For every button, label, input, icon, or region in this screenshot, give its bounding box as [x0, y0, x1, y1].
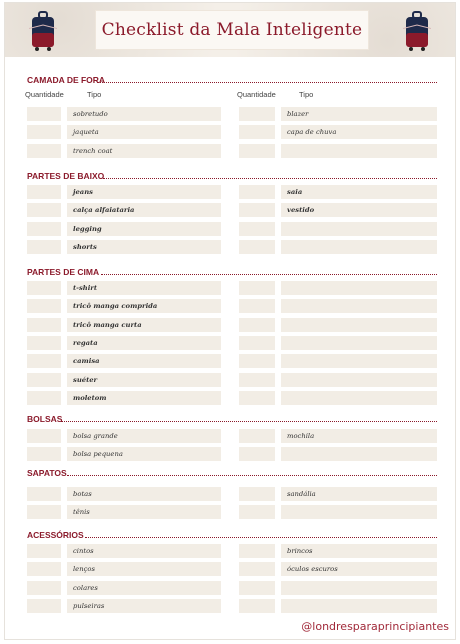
section-divider	[85, 537, 437, 538]
type-field[interactable]	[281, 281, 437, 295]
list-item: capa de chuva	[287, 128, 337, 137]
section-divider	[61, 421, 437, 422]
quantity-field[interactable]	[239, 203, 275, 217]
section-title: ACESSÓRIOS	[27, 530, 84, 540]
list-item: saia	[287, 188, 303, 196]
list-item: sobretudo	[73, 110, 108, 118]
quantity-field[interactable]	[27, 336, 61, 350]
list-item	[285, 299, 287, 313]
title-box	[95, 10, 369, 50]
list-item: brincos	[287, 547, 313, 555]
list-item: vestido	[287, 206, 315, 215]
column-label-type: Tipo	[87, 90, 102, 99]
list-item	[285, 354, 287, 368]
list-item: tricô manga curta	[73, 320, 142, 329]
section-title: SAPATOS	[27, 468, 67, 478]
list-item: t-shirt	[73, 284, 98, 292]
section-divider	[97, 82, 437, 83]
suitcase-icon	[403, 11, 431, 51]
quantity-field[interactable]	[239, 299, 275, 313]
list-item	[285, 581, 287, 595]
list-item: botas	[73, 490, 92, 498]
quantity-field[interactable]	[239, 222, 275, 236]
section-title: CAMADA DE FORA	[27, 75, 106, 85]
list-item: regata	[73, 338, 98, 347]
checklist-page	[4, 2, 456, 640]
list-item	[285, 447, 287, 461]
type-field[interactable]	[281, 299, 437, 313]
quantity-field[interactable]	[27, 203, 61, 217]
type-field[interactable]	[67, 505, 221, 519]
quantity-field[interactable]	[27, 354, 61, 368]
type-field[interactable]	[281, 318, 437, 332]
quantity-field[interactable]	[27, 562, 61, 576]
quantity-field[interactable]	[27, 240, 61, 254]
list-item: calça alfaiataria	[73, 206, 135, 215]
suitcase-icon	[29, 11, 57, 51]
list-item	[285, 240, 287, 254]
quantity-field[interactable]	[27, 429, 61, 443]
list-item: tricô manga comprida	[73, 302, 158, 311]
quantity-field[interactable]	[27, 144, 61, 158]
type-field[interactable]	[281, 373, 437, 387]
list-item: blazer	[287, 110, 309, 118]
list-item: mochila	[287, 432, 315, 440]
quantity-field[interactable]	[239, 487, 275, 501]
quantity-field[interactable]	[239, 354, 275, 368]
type-field[interactable]	[281, 222, 437, 236]
list-item	[285, 222, 287, 236]
list-item: jeans	[73, 188, 93, 196]
quantity-field[interactable]	[239, 429, 275, 443]
type-field[interactable]	[281, 336, 437, 350]
quantity-field[interactable]	[239, 373, 275, 387]
quantity-field[interactable]	[27, 505, 61, 519]
list-item: colares	[73, 583, 98, 592]
quantity-field[interactable]	[239, 544, 275, 558]
quantity-field[interactable]	[27, 107, 61, 121]
quantity-field[interactable]	[239, 581, 275, 595]
quantity-field[interactable]	[27, 299, 61, 313]
quantity-field[interactable]	[239, 125, 275, 139]
type-field[interactable]	[281, 240, 437, 254]
quantity-field[interactable]	[239, 107, 275, 121]
quantity-field[interactable]	[27, 581, 61, 595]
list-item	[285, 599, 287, 613]
column-label-quantity: Quantidade	[25, 90, 64, 99]
section-title: PARTES DE CIMA	[27, 267, 100, 277]
list-item: bolsa grande	[73, 432, 118, 440]
list-item: sandália	[287, 490, 316, 498]
list-item	[285, 391, 287, 405]
quantity-field[interactable]	[239, 281, 275, 295]
column-label-type: Tipo	[299, 90, 314, 99]
list-item: lenços	[73, 565, 95, 574]
list-item: óculos escuros	[287, 565, 338, 574]
quantity-field[interactable]	[27, 373, 61, 387]
list-item: bolsa pequena	[73, 450, 123, 459]
list-item	[285, 144, 287, 158]
quantity-field[interactable]	[27, 487, 61, 501]
section-title: PARTES DE BAIXO	[27, 171, 105, 181]
quantity-field[interactable]	[239, 505, 275, 519]
type-field[interactable]	[281, 505, 437, 519]
section-title: BOLSAS	[27, 414, 63, 424]
list-item: trench coat	[73, 146, 113, 155]
type-field[interactable]	[281, 447, 437, 461]
quantity-field[interactable]	[27, 185, 61, 199]
list-item	[285, 505, 287, 519]
quantity-field[interactable]	[27, 599, 61, 613]
list-item: moletom	[73, 393, 107, 402]
column-label-quantity: Quantidade	[237, 90, 276, 99]
quantity-field[interactable]	[239, 185, 275, 199]
type-field[interactable]	[281, 185, 437, 199]
type-field[interactable]	[281, 581, 437, 595]
section-divider	[103, 178, 437, 179]
quantity-field[interactable]	[27, 281, 61, 295]
list-item: cintos	[73, 547, 94, 555]
list-item: suéter	[73, 375, 98, 384]
quantity-field[interactable]	[239, 447, 275, 461]
quantity-field[interactable]	[27, 391, 61, 405]
section-divider	[67, 475, 437, 476]
list-item	[285, 336, 287, 350]
list-item: shorts	[73, 242, 97, 251]
type-field[interactable]	[281, 354, 437, 368]
section-divider	[101, 274, 437, 275]
quantity-field[interactable]	[27, 318, 61, 332]
quantity-field[interactable]	[27, 222, 61, 236]
list-item: legging	[73, 224, 102, 233]
quantity-field[interactable]	[239, 562, 275, 576]
footer-handle: @londresparaprincipiantes	[301, 620, 449, 633]
type-field[interactable]	[281, 599, 437, 613]
page-title: Checklist da Mala Inteligente	[101, 20, 363, 40]
quantity-field[interactable]	[239, 318, 275, 332]
quantity-field[interactable]	[239, 599, 275, 613]
list-item: tênis	[73, 508, 90, 517]
page-header	[5, 3, 455, 57]
quantity-field[interactable]	[27, 447, 61, 461]
type-field[interactable]	[281, 391, 437, 405]
quantity-field[interactable]	[239, 144, 275, 158]
list-item	[285, 281, 287, 295]
list-item	[285, 373, 287, 387]
type-field[interactable]	[281, 144, 437, 158]
quantity-field[interactable]	[239, 391, 275, 405]
quantity-field[interactable]	[239, 336, 275, 350]
list-item	[285, 318, 287, 332]
list-item: camisa	[73, 357, 100, 366]
quantity-field[interactable]	[27, 125, 61, 139]
list-item: pulseiras	[73, 601, 105, 610]
quantity-field[interactable]	[27, 544, 61, 558]
quantity-field[interactable]	[239, 240, 275, 254]
list-item: jaqueta	[73, 128, 99, 137]
